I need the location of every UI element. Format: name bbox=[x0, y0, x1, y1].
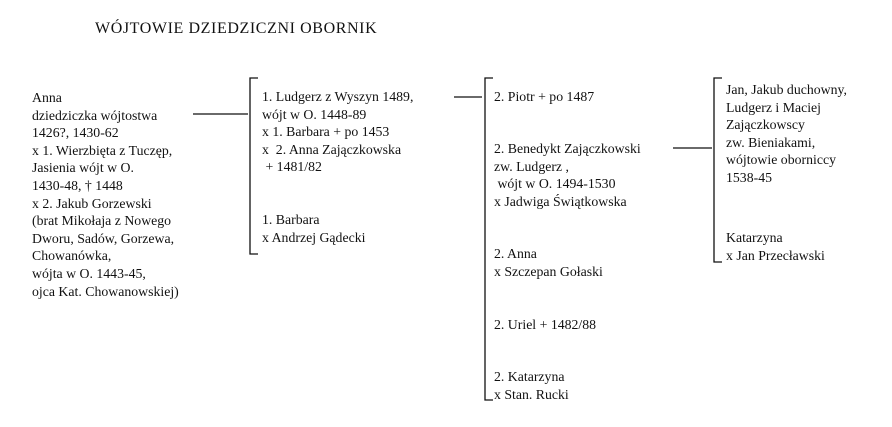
page-title: WÓJTOWIE DZIEDZICZNI OBORNIK bbox=[95, 20, 378, 37]
gen3-line: 2. Piotr + po 1487 bbox=[494, 89, 595, 104]
gen3-line: x Szczepan Gołaski bbox=[494, 263, 603, 279]
bracket-gen3 bbox=[485, 78, 493, 400]
gen2-line: x 1. Barbara + po 1453 bbox=[262, 124, 390, 140]
gen3-line: 2. Benedykt Zajączkowski bbox=[494, 141, 641, 156]
bracket-gen2 bbox=[250, 78, 258, 254]
gen3-line: x Stan. Rucki bbox=[494, 386, 569, 402]
gen3-line: 2. Katarzyna bbox=[494, 369, 565, 384]
gen1-line: Anna bbox=[32, 90, 62, 105]
gen2-person-ludgerz bbox=[262, 88, 413, 176]
gen4-line: Katarzyna bbox=[726, 230, 783, 245]
gen1-line: x 2. Jakub Gorzewski bbox=[32, 195, 152, 211]
gen2-line: 1. Ludgerz z Wyszyn 1489, bbox=[262, 89, 414, 104]
gen3-line: 2. Uriel + 1482/88 bbox=[494, 317, 597, 332]
gen3-person-uriel bbox=[494, 316, 596, 334]
gen2-line: 1. Barbara bbox=[262, 212, 320, 227]
gen2-person-barbara bbox=[262, 211, 365, 246]
gen4-line: Jan, Jakub duchowny, bbox=[726, 82, 847, 97]
gen4-line: 1538-45 bbox=[726, 169, 772, 185]
gen1-line: wójta w O. 1443-45, bbox=[32, 265, 146, 281]
gen3-person-katarzyna bbox=[494, 368, 569, 403]
gen1-line: dziedziczka wójtostwa bbox=[32, 107, 158, 123]
gen4-line: wójtowie oborniccy bbox=[726, 152, 836, 168]
gen4-line: zw. Bieniakami, bbox=[726, 134, 816, 150]
bracket-gen4 bbox=[714, 78, 722, 262]
gen1-line: x 1. Wierzbięta z Tuczęp, bbox=[32, 142, 173, 158]
gen2-line: x 2. Anna Zajączkowska bbox=[262, 141, 402, 157]
gen2-line: + 1481/82 bbox=[262, 159, 322, 175]
gen1-line: (brat Mikołaja z Nowego bbox=[32, 213, 172, 229]
gen3-person-benedykt bbox=[494, 140, 641, 210]
gen3-line: wójt w O. 1494-1530 bbox=[494, 176, 616, 192]
gen2-line: wójt w O. 1448-89 bbox=[262, 106, 367, 122]
gen3-line: x Jadwiga Świątkowska bbox=[494, 193, 627, 209]
gen2-line: x Andrzej Gądecki bbox=[262, 229, 366, 245]
gen3-line: 2. Anna bbox=[494, 246, 537, 261]
gen4-line: Ludgerz i Maciej bbox=[726, 99, 822, 115]
gen1-line: 1430-48, † 1448 bbox=[32, 177, 123, 193]
gen1-line: Dworu, Sadów, Gorzewa, bbox=[32, 230, 175, 246]
gen4-line: x Jan Przecławski bbox=[726, 247, 825, 263]
gen1-line: Jasienia wójt w O. bbox=[32, 160, 134, 176]
gen4-persons-zajaczkowscy bbox=[726, 81, 847, 187]
gen3-line: zw. Ludgerz , bbox=[494, 158, 569, 174]
gen1-line: Chowanówka, bbox=[32, 248, 112, 264]
gen3-person-anna bbox=[494, 245, 603, 280]
gen1-person-anna bbox=[32, 89, 179, 300]
gen3-person-piotr bbox=[494, 88, 594, 106]
gen4-person-katarzyna bbox=[726, 229, 825, 264]
gen1-line: 1426?, 1430-62 bbox=[32, 125, 119, 141]
gen4-line: Zajączkowscy bbox=[726, 117, 805, 133]
gen1-line: ojca Kat. Chowanowskiej) bbox=[32, 283, 179, 299]
